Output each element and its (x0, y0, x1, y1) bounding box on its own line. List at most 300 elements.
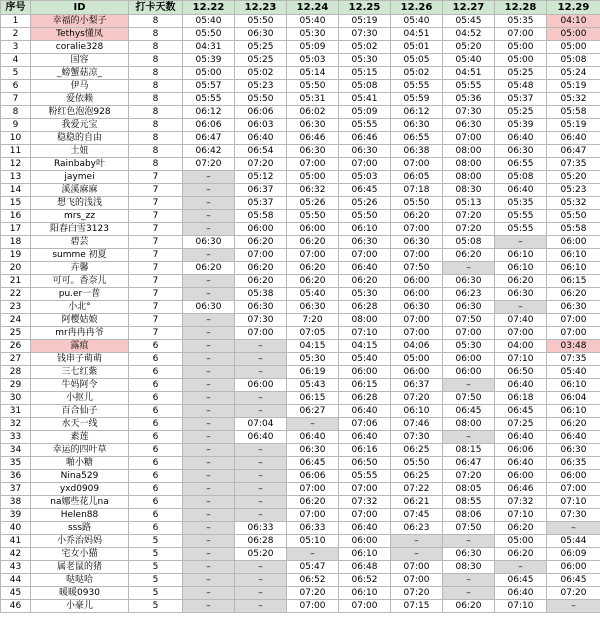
checkin-time-cell: 04:10 (547, 15, 600, 28)
checkin-time-cell: 04:15 (287, 340, 339, 353)
row-number-cell: 28 (1, 366, 31, 379)
checkin-time-cell: 05:00 (495, 41, 547, 54)
checkin-time-cell: 07:05 (287, 327, 339, 340)
checkin-time-cell: 06:28 (339, 392, 391, 405)
table-row (1, 587, 600, 600)
checkin-time-cell: 06:54 (235, 145, 287, 158)
checkin-time-cell: – (183, 600, 235, 613)
checkin-time-cell: 05:02 (339, 41, 391, 54)
checkin-time-cell: 05:40 (443, 54, 495, 67)
checkin-days-cell: 7 (129, 314, 183, 327)
checkin-time-cell: 05:09 (339, 106, 391, 119)
checkin-time-cell: 05:50 (287, 210, 339, 223)
checkin-time-cell: 06:40 (495, 379, 547, 392)
checkin-time-cell: – (443, 587, 495, 600)
member-id-cell: summe 初夏 (31, 249, 129, 262)
checkin-time-cell: 05:09 (287, 41, 339, 54)
table-row (1, 67, 600, 80)
row-number-cell: 35 (1, 457, 31, 470)
checkin-time-cell: 06:30 (443, 301, 495, 314)
checkin-time-cell: 05:50 (391, 197, 443, 210)
checkin-time-cell: 06:00 (547, 561, 600, 574)
checkin-time-cell: 06:40 (235, 431, 287, 444)
checkin-time-cell: 06:06 (183, 119, 235, 132)
row-number-cell: 45 (1, 587, 31, 600)
checkin-time-cell: 03:48 (547, 340, 600, 353)
checkin-time-cell: 05:58 (235, 210, 287, 223)
checkin-time-cell: 07:20 (391, 392, 443, 405)
checkin-time-cell: 05:32 (547, 93, 600, 106)
checkin-time-cell: 05:50 (235, 93, 287, 106)
checkin-time-cell: – (183, 366, 235, 379)
checkin-time-cell: 05:13 (443, 197, 495, 210)
checkin-time-cell: 07:00 (443, 327, 495, 340)
table-row (1, 483, 600, 496)
checkin-time-cell: 05:30 (339, 54, 391, 67)
checkin-time-cell: 07:20 (183, 158, 235, 171)
checkin-time-cell: 06:20 (339, 275, 391, 288)
checkin-days-cell: 8 (129, 158, 183, 171)
checkin-time-cell: 06:27 (287, 405, 339, 418)
checkin-time-cell: 06:30 (443, 275, 495, 288)
checkin-time-cell: 08:15 (443, 444, 495, 457)
table-row (1, 15, 600, 28)
checkin-time-cell: 05:40 (339, 353, 391, 366)
member-id-cell: 牛妈阿令 (31, 379, 129, 392)
checkin-time-cell: 07:10 (495, 509, 547, 522)
checkin-time-cell: 05:38 (235, 288, 287, 301)
row-number-cell: 27 (1, 353, 31, 366)
checkin-time-cell: 06:40 (339, 522, 391, 535)
checkin-days-cell: 5 (129, 587, 183, 600)
table-row (1, 288, 600, 301)
checkin-time-cell: 05:45 (443, 15, 495, 28)
checkin-time-cell: 05:19 (547, 119, 600, 132)
member-id-cell: 土妞 (31, 145, 129, 158)
table-row (1, 353, 600, 366)
checkin-time-cell: – (235, 496, 287, 509)
checkin-time-cell: 07:50 (443, 392, 495, 405)
member-id-cell: 小乔治妈妈 (31, 535, 129, 548)
checkin-time-cell: 06:15 (339, 379, 391, 392)
checkin-time-cell: – (183, 457, 235, 470)
checkin-time-cell: 06:02 (287, 106, 339, 119)
checkin-time-cell: 08:06 (443, 509, 495, 522)
member-id-cell: mr冉冉冉爷 (31, 327, 129, 340)
row-number-cell: 7 (1, 93, 31, 106)
checkin-time-cell: 06:00 (495, 470, 547, 483)
checkin-time-cell: 06:10 (547, 262, 600, 275)
checkin-time-cell: 05:03 (339, 171, 391, 184)
member-id-cell: 百合仙子 (31, 405, 129, 418)
checkin-time-cell: 06:04 (547, 392, 600, 405)
checkin-time-cell: 06:40 (287, 431, 339, 444)
row-number-cell: 39 (1, 509, 31, 522)
checkin-time-cell: – (183, 418, 235, 431)
checkin-time-cell: – (235, 444, 287, 457)
checkin-time-cell: 07:00 (287, 158, 339, 171)
checkin-time-cell: – (183, 184, 235, 197)
checkin-time-cell: 05:02 (235, 67, 287, 80)
checkin-time-cell: 06:30 (235, 301, 287, 314)
member-id-cell: 阳春白雪3123 (31, 223, 129, 236)
table-row (1, 418, 600, 431)
checkin-time-cell: – (183, 548, 235, 561)
checkin-time-cell: 06:15 (287, 392, 339, 405)
checkin-time-cell: 05:50 (183, 28, 235, 41)
checkin-time-cell: 06:40 (495, 431, 547, 444)
checkin-time-cell: 05:08 (495, 171, 547, 184)
member-id-cell: 小北° (31, 301, 129, 314)
checkin-time-cell: 05:05 (391, 54, 443, 67)
checkin-time-cell: 07:00 (391, 327, 443, 340)
checkin-days-cell: 6 (129, 353, 183, 366)
checkin-time-cell: 05:50 (547, 210, 600, 223)
row-number-cell: 37 (1, 483, 31, 496)
row-number-cell: 9 (1, 119, 31, 132)
checkin-time-cell: 07:00 (391, 561, 443, 574)
checkin-time-cell: 06:30 (547, 444, 600, 457)
checkin-time-cell: 06:40 (339, 431, 391, 444)
checkin-time-cell: 06:00 (547, 236, 600, 249)
checkin-time-cell: – (235, 574, 287, 587)
column-header: 12.29 (547, 1, 600, 15)
checkin-days-cell: 7 (129, 275, 183, 288)
checkin-time-cell: 05:20 (547, 171, 600, 184)
checkin-time-cell: 06:30 (391, 119, 443, 132)
checkin-time-cell: 06:30 (495, 145, 547, 158)
checkin-time-cell: 06:46 (339, 132, 391, 145)
checkin-time-cell: – (183, 574, 235, 587)
checkin-time-cell: 07:30 (443, 106, 495, 119)
member-id-cell: 幸福的小梨子 (31, 15, 129, 28)
checkin-time-cell: – (287, 548, 339, 561)
table-row (1, 145, 600, 158)
checkin-time-cell: 06:00 (235, 223, 287, 236)
checkin-days-cell: 6 (129, 405, 183, 418)
checkin-time-cell: – (183, 392, 235, 405)
checkin-time-cell: 06:25 (391, 444, 443, 457)
checkin-time-cell: 05:50 (391, 457, 443, 470)
checkin-time-cell: 07:50 (443, 522, 495, 535)
member-id-cell: 粉红色泡泡928 (31, 106, 129, 119)
checkin-time-cell: 06:20 (495, 522, 547, 535)
checkin-time-cell: 06:30 (287, 145, 339, 158)
table-row (1, 106, 600, 119)
checkin-time-cell: 07:10 (495, 600, 547, 613)
checkin-time-cell: – (235, 340, 287, 353)
checkin-time-cell: 05:47 (287, 561, 339, 574)
checkin-time-cell: 06:20 (287, 275, 339, 288)
checkin-time-cell: 07:00 (235, 327, 287, 340)
checkin-time-cell: 07:00 (495, 327, 547, 340)
checkin-time-cell: – (183, 379, 235, 392)
checkin-time-cell: 07:50 (443, 314, 495, 327)
checkin-time-cell: 05:55 (443, 80, 495, 93)
row-number-cell: 42 (1, 548, 31, 561)
row-number-cell: 4 (1, 54, 31, 67)
checkin-time-cell: – (287, 418, 339, 431)
checkin-time-cell: 08:05 (443, 483, 495, 496)
checkin-time-cell: 05:03 (287, 54, 339, 67)
checkin-time-cell: 07:10 (339, 327, 391, 340)
checkin-time-cell: 06:47 (443, 457, 495, 470)
row-number-cell: 1 (1, 15, 31, 28)
checkin-days-cell: 5 (129, 548, 183, 561)
checkin-time-cell: 06:20 (443, 600, 495, 613)
checkin-time-cell: – (183, 444, 235, 457)
checkin-time-cell: 06:45 (495, 574, 547, 587)
checkin-time-cell: 06:45 (339, 184, 391, 197)
checkin-time-cell: 05:50 (339, 210, 391, 223)
checkin-time-cell: – (183, 275, 235, 288)
checkin-time-cell: 04:51 (443, 67, 495, 80)
checkin-days-cell: 8 (129, 132, 183, 145)
checkin-time-cell: – (235, 483, 287, 496)
checkin-time-cell: 05:00 (183, 67, 235, 80)
table-row (1, 340, 600, 353)
checkin-time-cell: 05:40 (287, 288, 339, 301)
checkin-time-cell: 05:43 (287, 379, 339, 392)
member-id-cell: 啪小糖 (31, 457, 129, 470)
member-id-cell: 稳稳的自由 (31, 132, 129, 145)
row-number-cell: 16 (1, 210, 31, 223)
checkin-time-cell: 08:00 (443, 145, 495, 158)
member-id-cell: Rainbaby叶 (31, 158, 129, 171)
checkin-time-cell: 06:30 (443, 548, 495, 561)
row-number-cell: 5 (1, 67, 31, 80)
checkin-time-cell: 06:06 (235, 106, 287, 119)
checkin-time-cell: 05:44 (547, 535, 600, 548)
checkin-days-cell: 5 (129, 535, 183, 548)
member-id-cell: 幸运的四叶草 (31, 444, 129, 457)
member-id-cell: 露痕 (31, 340, 129, 353)
checkin-time-cell: 05:25 (235, 41, 287, 54)
checkin-time-cell: 06:20 (235, 275, 287, 288)
checkin-time-cell: 06:30 (391, 236, 443, 249)
checkin-time-cell: 06:05 (391, 171, 443, 184)
table-row (1, 197, 600, 210)
checkin-days-cell: 8 (129, 145, 183, 158)
checkin-time-cell: 06:45 (287, 457, 339, 470)
checkin-time-cell: 05:20 (235, 548, 287, 561)
checkin-time-cell: 06:45 (443, 405, 495, 418)
checkin-days-cell: 7 (129, 197, 183, 210)
column-header: 12.25 (339, 1, 391, 15)
checkin-time-cell: 05:30 (443, 340, 495, 353)
checkin-time-cell: 05:00 (495, 54, 547, 67)
column-header: 打卡天数 (129, 1, 183, 15)
member-id-cell: Helen88 (31, 509, 129, 522)
checkin-time-cell: 08:30 (443, 561, 495, 574)
checkin-time-cell: 07:00 (339, 483, 391, 496)
checkin-time-cell: 07:20 (391, 587, 443, 600)
table-row (1, 28, 600, 41)
checkin-time-cell: 06:00 (443, 366, 495, 379)
checkin-time-cell: 06:40 (339, 405, 391, 418)
checkin-time-cell: 06:00 (443, 353, 495, 366)
checkin-time-cell: 06:55 (495, 158, 547, 171)
row-number-cell: 33 (1, 431, 31, 444)
checkin-time-cell: – (443, 574, 495, 587)
checkin-time-cell: 05:25 (495, 106, 547, 119)
checkin-time-cell: 06:46 (495, 483, 547, 496)
checkin-time-cell: 04:00 (495, 340, 547, 353)
checkin-time-cell: 06:16 (339, 444, 391, 457)
checkin-time-cell: 05:25 (495, 67, 547, 80)
checkin-time-cell: – (235, 392, 287, 405)
checkin-time-cell: 05:40 (183, 15, 235, 28)
checkin-time-cell: 05:40 (287, 15, 339, 28)
checkin-time-cell: 04:52 (443, 28, 495, 41)
checkin-days-cell: 6 (129, 340, 183, 353)
checkin-time-cell: 07:00 (391, 314, 443, 327)
member-id-cell: 国容 (31, 54, 129, 67)
checkin-time-cell: 08:55 (443, 496, 495, 509)
checkin-time-cell: 07:04 (235, 418, 287, 431)
checkin-time-cell: 07:00 (547, 483, 600, 496)
checkin-time-cell: 06:40 (547, 132, 600, 145)
checkin-time-cell: 06:45 (495, 405, 547, 418)
checkin-time-cell: 07:00 (339, 158, 391, 171)
table-row (1, 223, 600, 236)
checkin-time-cell: 06:20 (235, 236, 287, 249)
checkin-time-cell: 07:00 (339, 249, 391, 262)
checkin-time-cell: 07:32 (495, 496, 547, 509)
checkin-time-cell: 07:30 (235, 314, 287, 327)
checkin-time-cell: 07:35 (547, 353, 600, 366)
checkin-time-cell: 06:40 (235, 132, 287, 145)
checkin-time-cell: 06:21 (391, 496, 443, 509)
member-id-cell: 钱串子萌萌 (31, 353, 129, 366)
checkin-time-cell: 06:40 (547, 431, 600, 444)
table-row (1, 444, 600, 457)
row-number-cell: 44 (1, 574, 31, 587)
row-number-cell: 43 (1, 561, 31, 574)
checkin-time-cell: 07:20 (287, 587, 339, 600)
checkin-time-cell: 07:00 (235, 249, 287, 262)
checkin-time-cell: 07:18 (391, 184, 443, 197)
checkin-time-cell: 08:00 (443, 418, 495, 431)
checkin-time-cell: 07:20 (235, 158, 287, 171)
member-id-cell: 可可。香奈儿 (31, 275, 129, 288)
checkin-time-cell: 06:30 (547, 301, 600, 314)
checkin-time-cell: – (183, 587, 235, 600)
member-id-cell: 卉馨 (31, 262, 129, 275)
checkin-time-cell: 05:08 (443, 236, 495, 249)
checkin-time-cell: 06:18 (495, 392, 547, 405)
checkin-time-cell: 05:39 (183, 54, 235, 67)
checkin-time-cell: 06:45 (547, 574, 600, 587)
checkin-time-cell: 06:19 (287, 366, 339, 379)
row-number-cell: 19 (1, 249, 31, 262)
checkin-time-cell: 06:10 (547, 249, 600, 262)
member-id-cell: 三七红紫 (31, 366, 129, 379)
checkin-time-cell: – (547, 600, 600, 613)
checkin-time-cell: 07:46 (391, 418, 443, 431)
checkin-time-cell: 05:00 (391, 353, 443, 366)
checkin-time-cell: 07:10 (547, 496, 600, 509)
checkin-time-cell: 05:20 (443, 41, 495, 54)
checkin-days-cell: 8 (129, 80, 183, 93)
checkin-time-cell: 06:10 (495, 262, 547, 275)
checkin-time-cell: 06:40 (339, 262, 391, 275)
checkin-time-cell: 05:37 (495, 93, 547, 106)
checkin-time-cell: 05:55 (183, 93, 235, 106)
checkin-time-cell: 06:30 (183, 236, 235, 249)
checkin-days-cell: 5 (129, 561, 183, 574)
checkin-time-cell: – (183, 405, 235, 418)
checkin-time-cell: – (183, 197, 235, 210)
checkin-time-cell: – (235, 509, 287, 522)
table-row (1, 457, 600, 470)
checkin-days-cell: 7 (129, 223, 183, 236)
checkin-time-cell: – (183, 249, 235, 262)
checkin-time-cell: 07:06 (339, 418, 391, 431)
member-id-cell: 属老鼠的猪 (31, 561, 129, 574)
checkin-time-cell: 06:09 (547, 548, 600, 561)
table-row (1, 93, 600, 106)
checkin-days-cell: 6 (129, 379, 183, 392)
checkin-time-cell: 06:20 (391, 210, 443, 223)
checkin-time-cell: 05:39 (495, 119, 547, 132)
checkin-time-cell: 04:51 (391, 28, 443, 41)
member-id-cell: 水天一线 (31, 418, 129, 431)
checkin-time-cell: 06:20 (287, 236, 339, 249)
checkin-time-cell: 05:50 (235, 15, 287, 28)
checkin-time-cell: 07:30 (339, 28, 391, 41)
checkin-time-cell: 06:50 (339, 457, 391, 470)
checkin-time-cell: 06:20 (235, 262, 287, 275)
table-row (1, 509, 600, 522)
row-number-cell: 13 (1, 171, 31, 184)
column-header: 12.24 (287, 1, 339, 15)
checkin-time-cell: 05:14 (287, 67, 339, 80)
table-row (1, 249, 600, 262)
row-number-cell: 8 (1, 106, 31, 119)
checkin-days-cell: 6 (129, 496, 183, 509)
checkin-time-cell: 07:00 (391, 574, 443, 587)
checkin-time-cell: – (495, 301, 547, 314)
table-row (1, 561, 600, 574)
checkin-time-cell: – (183, 223, 235, 236)
table-row (1, 210, 600, 223)
checkin-time-cell: 06:30 (183, 301, 235, 314)
checkin-time-cell: 06:46 (287, 132, 339, 145)
table-row (1, 470, 600, 483)
checkin-time-cell: 05:00 (287, 171, 339, 184)
checkin-time-cell: 06:30 (287, 301, 339, 314)
checkin-time-cell: – (235, 470, 287, 483)
checkin-time-cell: 06:03 (235, 119, 287, 132)
checkin-time-cell: 05:12 (235, 171, 287, 184)
checkin-time-cell: 05:40 (391, 15, 443, 28)
checkin-time-cell: 05:30 (287, 353, 339, 366)
checkin-time-cell: 05:19 (547, 80, 600, 93)
checkin-time-cell: 05:55 (391, 80, 443, 93)
checkin-time-cell: 07:00 (287, 249, 339, 262)
checkin-time-cell: 06:40 (495, 587, 547, 600)
table-row (1, 405, 600, 418)
checkin-time-cell: 06:33 (235, 522, 287, 535)
checkin-time-cell: – (183, 431, 235, 444)
checkin-days-cell: 7 (129, 327, 183, 340)
checkin-time-cell: 08:00 (443, 171, 495, 184)
checkin-time-cell: 06:20 (287, 262, 339, 275)
checkin-time-cell: 05:59 (391, 93, 443, 106)
member-id-cell: Tethys懂凤 (31, 28, 129, 41)
member-id-cell: mrs_zz (31, 210, 129, 223)
